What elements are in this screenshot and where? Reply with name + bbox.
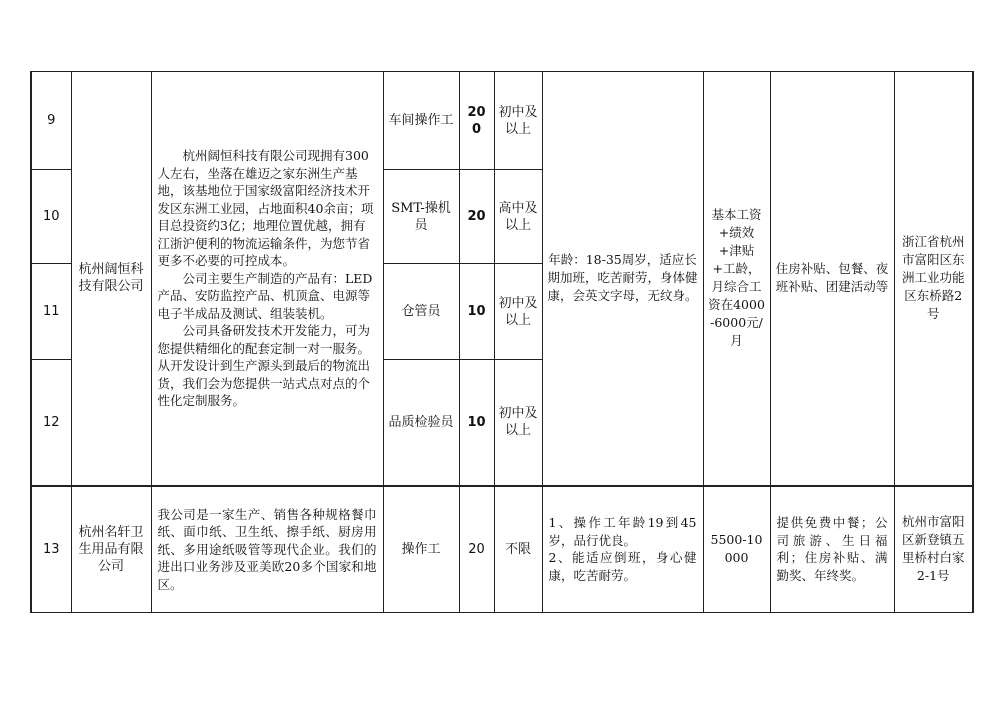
position-count: 10 <box>459 360 494 486</box>
position-count: 20 <box>459 170 494 264</box>
position-education: 初中及以上 <box>494 360 542 486</box>
position-count: 20 <box>459 486 494 613</box>
position-education: 初中及以上 <box>494 264 542 360</box>
description-paragraph: 公司主要生产制造的产品有：LED产品、安防监控产品、机顶盒、电源等电子半成品及测试、组装装机。 <box>157 270 373 321</box>
company-description: 我公司是一家生产、销售各种规格餐巾纸、面巾纸、卫生纸、擦手纸、厨房用纸、多用途纸吸管等现代企业。我们的进出口业务涉及亚美欧20多个国家和地区。 <box>151 486 383 613</box>
row-number: 10 <box>31 170 71 264</box>
row-number: 11 <box>31 264 71 360</box>
position-education: 初中及以上 <box>494 72 542 170</box>
position-title: 仓管员 <box>383 264 459 360</box>
position-count: 10 <box>459 264 494 360</box>
description-paragraph: 公司具备研发技术开发能力，可为您提供精细化的配套定制一对一服务。从开发设计到生产源头到最后的物流出货，我们会为您提供一站式点对点的个性化定制服务。 <box>157 323 371 408</box>
row-number: 9 <box>31 72 71 170</box>
job-requirements: 1、操作工年龄19到45岁，品行优良。 2、能适应倒班，身心健康，吃苦耐劳。 <box>542 486 703 613</box>
position-education: 不限 <box>494 486 542 613</box>
position-count: 200 <box>459 72 494 170</box>
company-name: 杭州阔恒科技有限公司 <box>71 72 151 486</box>
job-requirements: 年龄：18-35周岁，适应长期加班，吃苦耐劳，身体健康，会英文字母，无纹身。 <box>542 72 703 486</box>
position-title: SMT-操机员 <box>383 170 459 264</box>
benefits: 提供免费中餐；公司旅游、生日福利；住房补贴、满勤奖、年终奖。 <box>770 486 894 613</box>
job-listing-table <box>30 71 974 613</box>
work-address: 浙江省杭州市富阳区东洲工业功能区东桥路2号 <box>894 72 973 486</box>
position-education: 高中及以上 <box>494 170 542 264</box>
company-name: 杭州名轩卫生用品有限公司 <box>71 486 151 613</box>
table-row <box>31 72 973 170</box>
company-description <box>151 72 383 486</box>
row-number: 12 <box>31 360 71 486</box>
position-title: 品质检验员 <box>383 360 459 486</box>
work-address: 杭州市富阳区新登镇五里桥村白家2-1号 <box>894 486 973 613</box>
row-number: 13 <box>31 486 71 613</box>
description-paragraph: 杭州阔恒科技有限公司现拥有300人左右，坐落在雄迈之家东洲生产基地，该基地位于国家级富阳经济技术开发区东洲工业园，占地面积40余亩；项目总投资约3亿；地理位置优越，拥有江浙沪便利的物流运输条件，为您节省更多不必要的可控成本。 <box>157 148 374 268</box>
salary: 基本工资+绩效+津贴+工龄，月综合工资在4000-6000元/月 <box>703 72 770 486</box>
salary: 5500-10000 <box>703 486 770 613</box>
table-row <box>31 486 973 613</box>
benefits: 住房补贴、包餐、夜班补贴、团建活动等 <box>770 72 894 486</box>
position-title: 车间操作工 <box>383 72 459 170</box>
position-title: 操作工 <box>383 486 459 613</box>
